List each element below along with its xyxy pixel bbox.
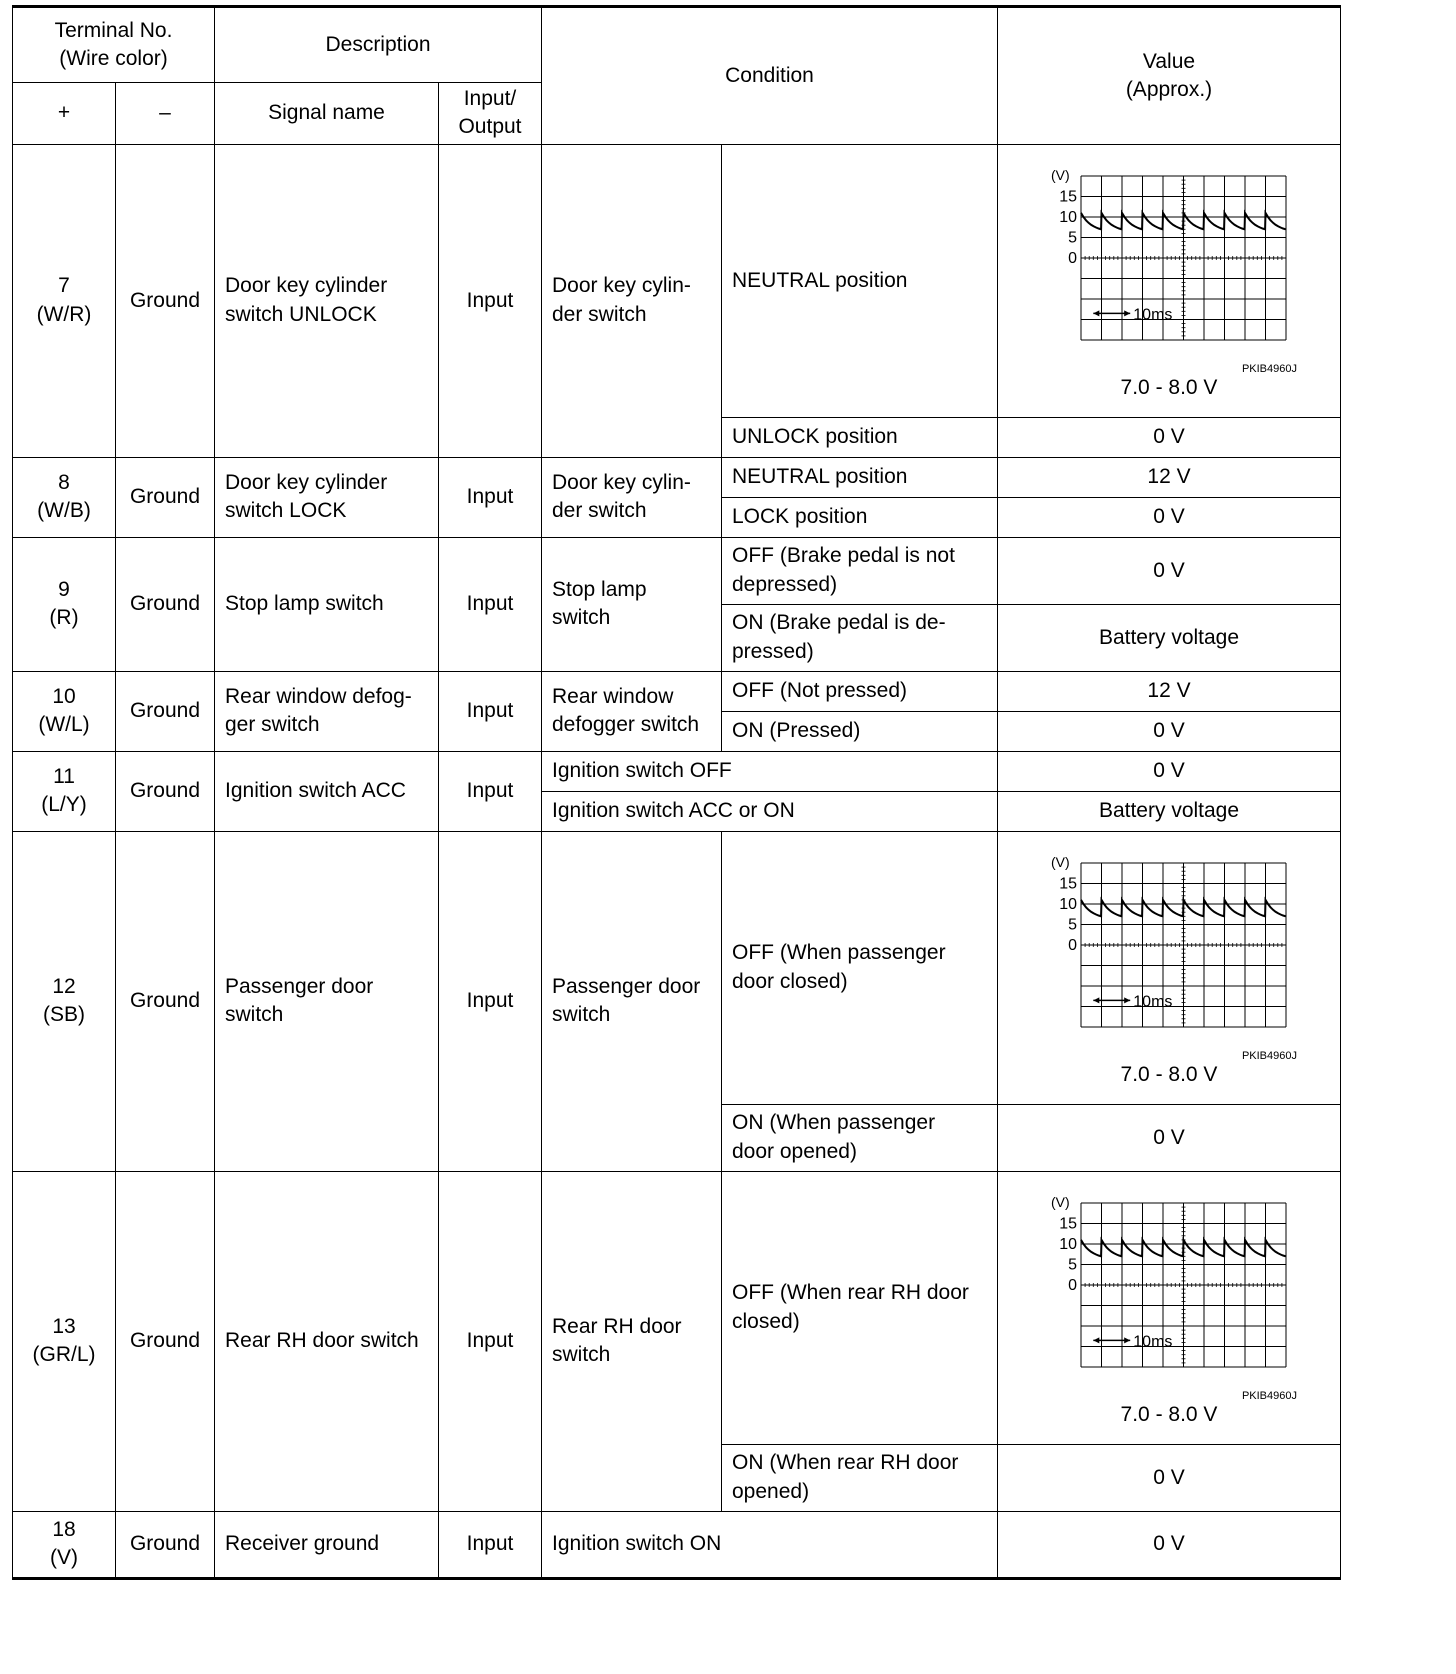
terminal-cell bbox=[13, 457, 116, 537]
state-line: OFF (When rear RH door bbox=[732, 1281, 969, 1305]
state-cell bbox=[722, 604, 998, 671]
condition-cell bbox=[542, 537, 722, 671]
waveform-figure bbox=[1008, 160, 1330, 402]
terminal-cell bbox=[13, 831, 116, 1171]
wire-color: (W/L) bbox=[38, 713, 90, 737]
condition-line: Stop lamp bbox=[552, 577, 647, 601]
condition-cell bbox=[542, 671, 722, 751]
state-line: ON (When rear RH door bbox=[732, 1451, 959, 1475]
value-text: 0 V bbox=[1153, 558, 1185, 582]
signal-name-line: switch LOCK bbox=[225, 499, 347, 523]
state-cell bbox=[722, 417, 998, 457]
state-cell bbox=[722, 144, 998, 417]
state-cell bbox=[722, 1171, 998, 1444]
value-text: Battery voltage bbox=[1098, 799, 1240, 823]
table-row bbox=[13, 457, 1341, 497]
signal-name-line: switch UNLOCK bbox=[225, 302, 377, 326]
terminal-cell bbox=[13, 537, 116, 671]
signal-name-line: Rear RH door switch bbox=[225, 1329, 419, 1353]
value-text: 7.0 - 8.0 V bbox=[1120, 1402, 1218, 1426]
value-cell bbox=[998, 831, 1341, 1104]
terminal-table bbox=[12, 5, 1341, 1580]
value-text: Battery voltage bbox=[1098, 625, 1240, 649]
state-line: OFF (When passenger bbox=[732, 941, 946, 965]
waveform-ytick: 10 bbox=[1059, 895, 1077, 913]
value-text: 12 V bbox=[1147, 465, 1191, 489]
io-cell: Input bbox=[439, 831, 542, 1171]
state-line: LOCK position bbox=[732, 505, 868, 529]
waveform-ytick: 10 bbox=[1059, 1235, 1077, 1253]
waveform-ytick: 15 bbox=[1059, 1215, 1077, 1233]
io-header bbox=[439, 83, 542, 145]
condition-line: switch bbox=[552, 1343, 611, 1367]
condition-cell bbox=[542, 831, 722, 1171]
signal-name-cell bbox=[215, 537, 439, 671]
description-header: Description bbox=[215, 7, 542, 83]
value-header-line1: Value bbox=[1142, 49, 1196, 73]
waveform-ytick: 0 bbox=[1068, 936, 1077, 954]
waveform-ytick: 5 bbox=[1068, 916, 1077, 934]
value-cell bbox=[998, 711, 1341, 751]
table-row bbox=[13, 537, 1341, 604]
value-cell bbox=[998, 1444, 1341, 1511]
terminal-number: 10 bbox=[52, 684, 76, 708]
table-row bbox=[13, 831, 1341, 1104]
value-text: 0 V bbox=[1153, 1465, 1185, 1489]
ground-cell: Ground bbox=[116, 751, 215, 831]
waveform-signal bbox=[1081, 212, 1286, 228]
waveform-signal bbox=[1081, 1239, 1286, 1255]
condition-cell bbox=[542, 1171, 722, 1511]
figure-id: PKIB4960J bbox=[1241, 362, 1297, 374]
state-line: UNLOCK position bbox=[732, 425, 898, 449]
time-arrow-head bbox=[1093, 310, 1099, 316]
condition-cell bbox=[542, 457, 722, 537]
condition-cell: Ignition switch ACC or ON bbox=[542, 791, 998, 831]
terminal-cell bbox=[13, 751, 116, 831]
value-cell bbox=[998, 1104, 1341, 1171]
time-scale-label: 10ms bbox=[1133, 992, 1173, 1010]
waveform-unit-label: (V) bbox=[1051, 1193, 1070, 1210]
condition-line: defogger switch bbox=[552, 713, 700, 737]
terminal-number: 8 bbox=[58, 470, 70, 494]
state-line: OFF (Not pressed) bbox=[732, 679, 908, 703]
condition-line: switch bbox=[552, 606, 611, 630]
waveform-ytick: 5 bbox=[1068, 229, 1077, 247]
time-scale-label: 10ms bbox=[1133, 1332, 1173, 1350]
value-text: 7.0 - 8.0 V bbox=[1120, 1062, 1218, 1086]
io-cell: Input bbox=[439, 457, 542, 537]
condition-cell: Ignition switch OFF bbox=[542, 751, 998, 791]
waveform-ytick: 0 bbox=[1068, 1276, 1077, 1294]
wire-color: (R) bbox=[49, 606, 79, 630]
signal-name-cell bbox=[215, 751, 439, 831]
terminal-number: 12 bbox=[52, 974, 76, 998]
state-line: ON (When passenger bbox=[732, 1111, 936, 1135]
state-line: pressed) bbox=[732, 639, 814, 663]
time-arrow-head bbox=[1124, 310, 1130, 316]
signal-name-line: Rear window defog- bbox=[225, 684, 412, 708]
value-cell bbox=[998, 144, 1341, 417]
terminal-number: 11 bbox=[53, 764, 75, 788]
time-arrow-head bbox=[1124, 997, 1130, 1003]
value-text: 0 V bbox=[1153, 759, 1185, 783]
state-line: depressed) bbox=[732, 572, 838, 596]
state-cell bbox=[722, 711, 998, 751]
state-cell bbox=[722, 497, 998, 537]
condition-line: Passenger door bbox=[552, 974, 701, 998]
value-cell bbox=[998, 537, 1341, 604]
io-cell: Input bbox=[439, 144, 542, 457]
io-header-line2: Output bbox=[458, 115, 522, 139]
waveform-unit-label: (V) bbox=[1051, 853, 1070, 870]
io-cell: Input bbox=[439, 671, 542, 751]
state-line: OFF (Brake pedal is not bbox=[732, 544, 955, 568]
terminal-cell bbox=[13, 1511, 116, 1578]
signal-name-line: Passenger door bbox=[225, 974, 374, 998]
time-arrow-head bbox=[1093, 997, 1099, 1003]
state-line: NEUTRAL position bbox=[732, 465, 908, 489]
terminal-cell bbox=[13, 671, 116, 751]
terminal-number: 7 bbox=[58, 274, 70, 298]
state-line: NEUTRAL position bbox=[732, 268, 908, 292]
state-cell bbox=[722, 1104, 998, 1171]
ground-cell: Ground bbox=[116, 1511, 215, 1578]
waveform-figure bbox=[1008, 847, 1330, 1089]
figure-id: PKIB4960J bbox=[1241, 1049, 1297, 1061]
signal-name-cell bbox=[215, 457, 439, 537]
value-cell bbox=[998, 671, 1341, 711]
time-arrow-head bbox=[1093, 1337, 1099, 1343]
table-row bbox=[13, 751, 1341, 791]
terminal-number: 9 bbox=[58, 577, 70, 601]
waveform-ytick: 10 bbox=[1059, 208, 1077, 226]
value-cell bbox=[998, 497, 1341, 537]
condition-line: switch bbox=[552, 1003, 611, 1027]
waveform-ytick: 15 bbox=[1059, 875, 1077, 893]
state-cell bbox=[722, 1444, 998, 1511]
state-cell bbox=[722, 537, 998, 604]
signal-name-line: Door key cylinder bbox=[225, 274, 388, 298]
value-text: 7.0 - 8.0 V bbox=[1120, 375, 1218, 399]
signal-name-line: Receiver ground bbox=[225, 1532, 380, 1556]
ground-cell: Ground bbox=[116, 671, 215, 751]
wire-color: (W/R) bbox=[36, 302, 92, 326]
ground-cell: Ground bbox=[116, 1171, 215, 1511]
waveform-ytick: 15 bbox=[1059, 188, 1077, 206]
signal-name-line: switch bbox=[225, 1003, 284, 1027]
terminal-header bbox=[13, 7, 215, 83]
condition-line: Rear RH door bbox=[552, 1314, 682, 1338]
table-row bbox=[13, 1511, 1341, 1578]
value-text: 0 V bbox=[1153, 1532, 1185, 1556]
value-header bbox=[998, 7, 1341, 145]
figure-id: PKIB4960J bbox=[1241, 1389, 1297, 1401]
value-cell bbox=[998, 417, 1341, 457]
waveform-ytick: 0 bbox=[1068, 249, 1077, 267]
signal-name-cell bbox=[215, 831, 439, 1171]
wire-color: (V) bbox=[50, 1546, 78, 1570]
table-body bbox=[13, 144, 1341, 1578]
oscilloscope-waveform bbox=[1039, 1191, 1299, 1401]
value-cell bbox=[998, 1171, 1341, 1444]
wire-color: (SB) bbox=[43, 1003, 85, 1027]
condition-header: Condition bbox=[542, 7, 998, 145]
condition-line: Door key cylin- bbox=[552, 274, 691, 298]
value-text: 0 V bbox=[1153, 719, 1185, 743]
value-cell bbox=[998, 751, 1341, 791]
state-line: ON (Brake pedal is de- bbox=[732, 611, 946, 635]
wire-color: (GR/L) bbox=[32, 1343, 96, 1367]
signal-name-line: Ignition switch ACC bbox=[225, 779, 406, 803]
waveform-signal bbox=[1081, 899, 1286, 915]
state-cell bbox=[722, 831, 998, 1104]
value-cell bbox=[998, 604, 1341, 671]
terminal-cell bbox=[13, 144, 116, 457]
waveform-figure bbox=[1008, 1187, 1330, 1429]
signal-name-line: ger switch bbox=[225, 713, 320, 737]
terminal-cell bbox=[13, 1171, 116, 1511]
minus-header: – bbox=[116, 83, 215, 145]
table-row bbox=[13, 144, 1341, 417]
signal-name-line: Stop lamp switch bbox=[225, 592, 384, 616]
terminal-number: 13 bbox=[52, 1314, 76, 1338]
oscilloscope-waveform bbox=[1039, 851, 1299, 1061]
io-cell: Input bbox=[439, 1511, 542, 1578]
signal-name-cell bbox=[215, 1171, 439, 1511]
io-header-line1: Input/ bbox=[463, 87, 517, 110]
condition-cell: Ignition switch ON bbox=[542, 1511, 998, 1578]
terminal-header-line2: (Wire color) bbox=[59, 47, 168, 70]
ground-cell: Ground bbox=[116, 831, 215, 1171]
waveform-unit-label: (V) bbox=[1051, 166, 1070, 183]
condition-cell bbox=[542, 144, 722, 457]
condition-line: der switch bbox=[552, 302, 647, 326]
value-text: 0 V bbox=[1153, 505, 1185, 529]
wire-color: (L/Y) bbox=[41, 793, 87, 817]
signal-name-cell bbox=[215, 1511, 439, 1578]
state-line: opened) bbox=[732, 1479, 810, 1503]
state-line: closed) bbox=[732, 1309, 800, 1333]
table-row bbox=[13, 1171, 1341, 1444]
ground-cell: Ground bbox=[116, 457, 215, 537]
time-scale-label: 10ms bbox=[1133, 305, 1173, 323]
terminal-header-line1: Terminal No. bbox=[54, 18, 173, 42]
table-header bbox=[13, 7, 1341, 145]
value-cell bbox=[998, 791, 1341, 831]
condition-line: Rear window bbox=[552, 684, 674, 708]
terminal-number: 18 bbox=[52, 1517, 76, 1541]
state-line: door opened) bbox=[732, 1139, 857, 1163]
signal-name-line: Door key cylinder bbox=[225, 470, 388, 494]
state-line: ON (Pressed) bbox=[732, 719, 861, 743]
value-text: 12 V bbox=[1147, 679, 1191, 703]
signal-name-cell bbox=[215, 144, 439, 457]
io-cell: Input bbox=[439, 1171, 542, 1511]
signal-name-header: Signal name bbox=[215, 83, 439, 145]
value-text: 0 V bbox=[1153, 1125, 1185, 1149]
wire-color: (W/B) bbox=[37, 499, 91, 523]
ground-cell: Ground bbox=[116, 537, 215, 671]
condition-line: der switch bbox=[552, 499, 647, 523]
value-text: 0 V bbox=[1153, 425, 1185, 449]
condition-line: Door key cylin- bbox=[552, 470, 691, 494]
signal-name-cell bbox=[215, 671, 439, 751]
ground-cell: Ground bbox=[116, 144, 215, 457]
terminal-table-container bbox=[12, 5, 1341, 1580]
plus-header: + bbox=[13, 83, 116, 145]
value-cell bbox=[998, 457, 1341, 497]
io-cell: Input bbox=[439, 751, 542, 831]
state-cell bbox=[722, 457, 998, 497]
time-arrow-head bbox=[1124, 1337, 1130, 1343]
table-row bbox=[13, 671, 1341, 711]
state-cell bbox=[722, 671, 998, 711]
value-cell bbox=[998, 1511, 1341, 1578]
value-header-line2: (Approx.) bbox=[1125, 77, 1213, 101]
state-line: door closed) bbox=[732, 969, 848, 993]
waveform-ytick: 5 bbox=[1068, 1256, 1077, 1274]
oscilloscope-waveform bbox=[1039, 164, 1299, 374]
io-cell: Input bbox=[439, 537, 542, 671]
